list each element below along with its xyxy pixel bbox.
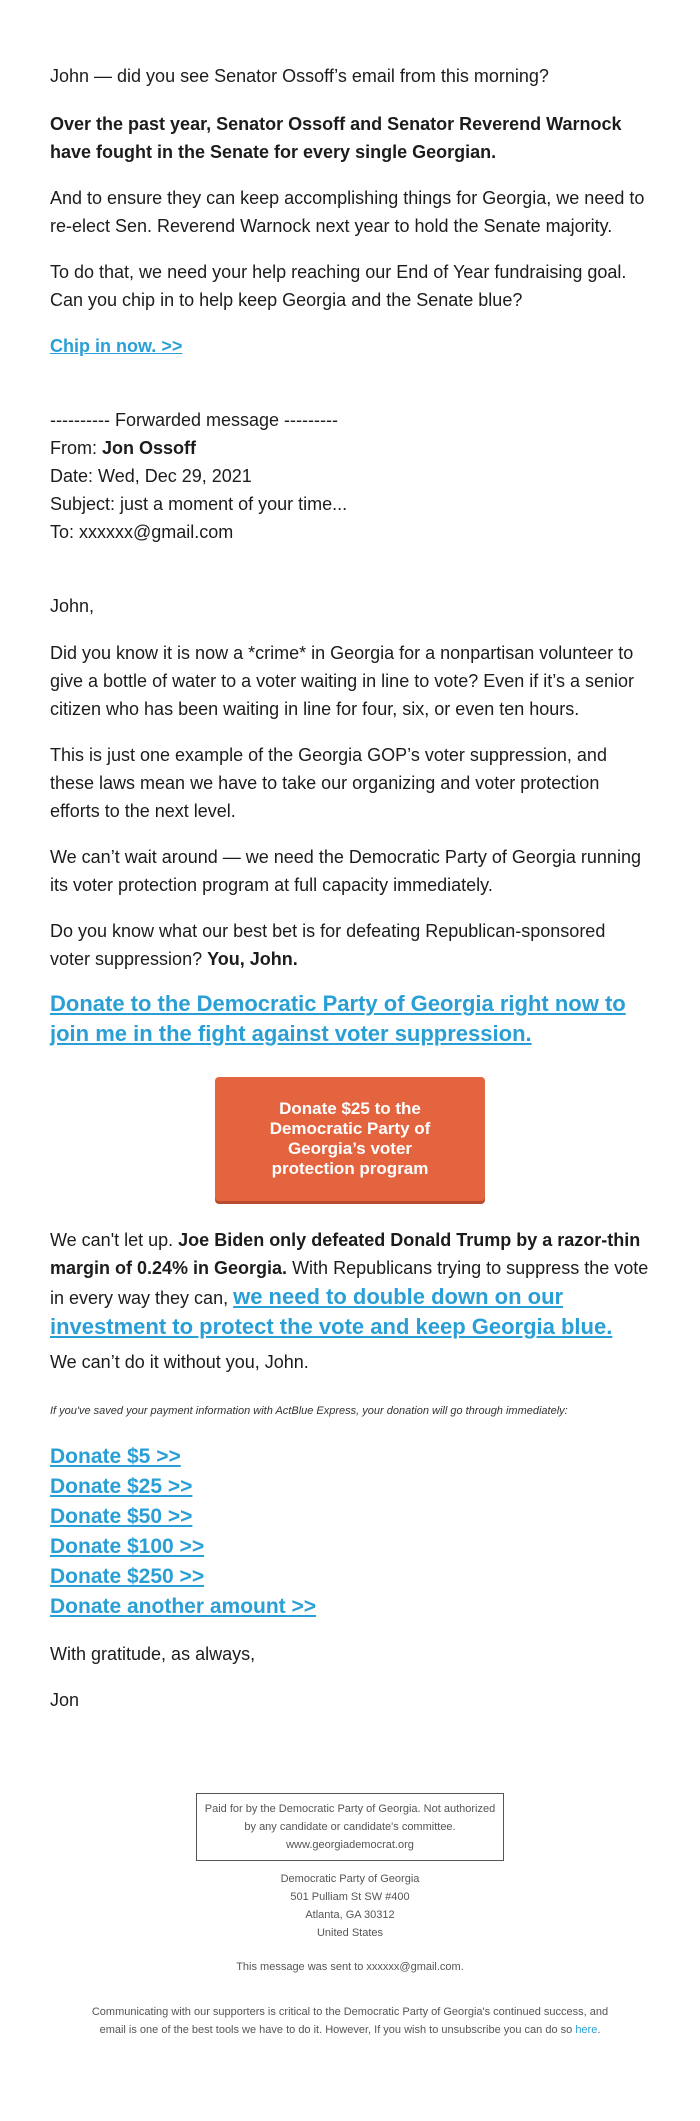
paid-for-text: Paid for by the Democratic Party of Georgia. Not authorized by any candidate or candidate's committee. www.georgiademocrat.org [204, 1803, 496, 1851]
donate-options-list [50, 1442, 650, 1622]
address-line: Democratic Party of Georgia [280, 1873, 420, 1885]
body-paragraph-4: Do you know what our best bet is for defeating Republican-sponsored voter suppression? You, John. [50, 921, 606, 969]
actblue-note: If you've saved your payment information with ActBlue Express, your donation will go through immediately: [50, 1405, 568, 1417]
you-john: You, John. [207, 949, 298, 969]
mailing-address [50, 1870, 650, 1942]
forwarded-date: Date: Wed, Dec 29, 2021 [50, 466, 252, 486]
address-line: Atlanta, GA 30312 [305, 1909, 395, 1921]
forwarded-to: To: xxxxxx@gmail.com [50, 522, 234, 542]
intro-bold-paragraph: Over the past year, Senator Ossoff and Senator Reverend Warnock have fought in the Senate for every single Georgian. [50, 114, 622, 162]
body-paragraph-1: Did you know it is now a *crime* in Georgia for a nonpartisan volunteer to give a bottle of water to a voter waiting in line to vote? Even if it’s a senior citizen who has been waiting in line for four, six, or even ten hours. [50, 643, 634, 719]
unsubscribe-notice: Communicating with our supporters is critical to the Democratic Party of Georgia's continued success, and email is one of the best tools we have to do it. However, If you wish to unsubscribe you can do so here. [91, 2006, 609, 2036]
donate-25-button[interactable] [215, 1077, 485, 1201]
intro-paragraph-3: To do that, we need your help reaching our End of Year fundraising goal. Can you chip in to help keep Georgia and the Senate blue? [50, 262, 627, 310]
chip-in-link[interactable]: Chip in now. >> [50, 336, 183, 356]
donate-250-link[interactable]: Donate $250 >> [50, 1565, 205, 1588]
address-line: 501 Pulliam St SW #400 [290, 1891, 410, 1903]
donate-5-link[interactable]: Donate $5 >> [50, 1445, 181, 1468]
intro-question: John — did you see Senator Ossoff’s email from this morning? [50, 66, 549, 86]
greeting: John, [50, 596, 95, 616]
donate-50-link[interactable]: Donate $50 >> [50, 1505, 193, 1528]
forwarded-from: From: Jon Ossoff [50, 438, 197, 458]
address-line: United States [316, 1927, 384, 1939]
paid-for-disclaimer [196, 1793, 504, 1861]
body-paragraph-3: We can’t wait around — we need the Democratic Party of Georgia running its voter protection program at full capacity immediately. [50, 847, 641, 895]
body-paragraph-6: We can’t do it without you, John. [50, 1352, 309, 1372]
body-paragraph-5: We can't let up. Joe Biden only defeated Donald Trump by a razor-thin margin of 0.24% in Georgia. With Republicans trying to suppress the vote in every way they can, we need to double down on our investment to protect the vote and keep Georgia blue. [50, 1230, 649, 1339]
forwarded-subject: Subject: just a moment of your time... [50, 494, 348, 514]
signature: Jon [50, 1690, 80, 1710]
forwarded-header-block [50, 406, 650, 546]
forwarded-from-name: Jon Ossoff [102, 438, 197, 458]
sent-to-notice: This message was sent to xxxxxx@gmail.com. [236, 1961, 464, 1973]
closing: With gratitude, as always, [50, 1644, 256, 1664]
intro-bold [50, 110, 650, 166]
donate-100-link[interactable]: Donate $100 >> [50, 1535, 205, 1558]
double-down-link[interactable]: we need to double down on our investment to protect the vote and keep Georgia blue. [50, 1284, 613, 1339]
body-paragraph-2: This is just one example of the Georgia GOP’s voter suppression, and these laws mean we have to take our organizing and voter protection efforts to the next level. [50, 745, 607, 821]
margin-bold: Joe Biden only defeated Donald Trump by a razor-thin margin of 0.24% in Georgia. [50, 1230, 641, 1278]
forwarded-separator: ---------- Forwarded message --------- [50, 410, 338, 430]
donate-25-link[interactable]: Donate $25 >> [50, 1475, 193, 1498]
donate-25-button-label: Donate $25 to the Democratic Party of Georgia’s voter protection program [269, 1099, 431, 1178]
intro-line [50, 62, 650, 90]
donate-other-amount-link[interactable]: Donate another amount >> [50, 1595, 317, 1618]
donate-voter-suppression-link[interactable]: Donate to the Democratic Party of Georgia right now to join me in the fight against voter suppression. [50, 991, 626, 1046]
unsubscribe-link[interactable]: here [575, 2024, 598, 2036]
intro-paragraph-2: And to ensure they can keep accomplishing things for Georgia, we need to re-elect Sen. Reverend Warnock next year to hold the Senate majority. [50, 188, 645, 236]
